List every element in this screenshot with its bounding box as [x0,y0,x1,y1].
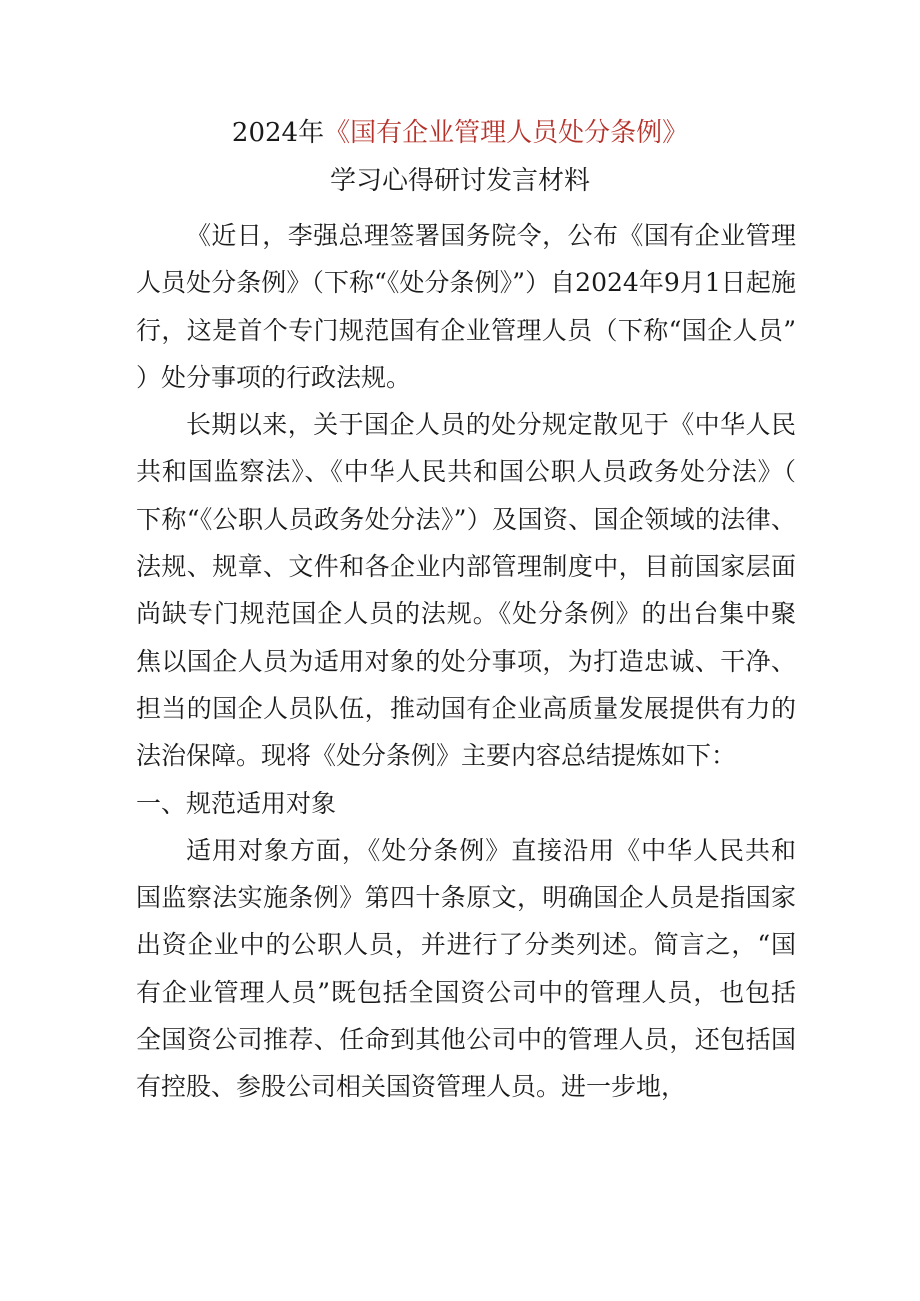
title-regulation-name: 《国有企业管理人员处分条例》 [324,118,689,148]
paragraph-scope: 适用对象方面，《处分条例》直接沿用《中华人民共和国监察法实施条例》第四十条原文，明确国企人员是指国家出资企业中的公职人员，并进行了分类列述。简言之，“国有企业管理人员”既包括全国资公司中的管理人员，也包括全国资公司推荐、任命到其他公司中的管理人员，还包括国有控股、参股公司相关国资管理人员。进一步地， [136,835,796,1102]
section-heading-1: 一、规范适用对象 [136,788,337,818]
document-subtitle: 学习心得研讨发言材料 [329,166,590,196]
paragraph-intro: 《近日，李强总理签署国务院令，公布《国有企业管理人员处分条例》（下称“《处分条例》”）自2024年9月1日起施行，这是首个专门规范国有企业管理人员（下称“国企人员”）处分事项的行政法规。 [136,221,796,392]
document-title [0,116,920,150]
title-year: 2024年 [231,118,325,148]
document-body [136,212,796,1111]
paragraph-background: 长期以来，关于国企人员的处分规定散见于《中华人民共和国监察法》、《中华人民共和国公职人员政务处分法》（下称“《公职人员政务处分法》”）及国资、国企领域的法律、法规、规章、文件和各企业内部管理制度中，目前国家层面尚缺专门规范国企人员的法规。《处分条例》的出台集中聚焦以国企人员为适用对象的处分事项，为打造忠诚、干净、担当的国企人员队伍，推动国有企业高质量发展提供有力的法治保障。现将《处分条例》主要内容总结提炼如下： [136,410,796,771]
